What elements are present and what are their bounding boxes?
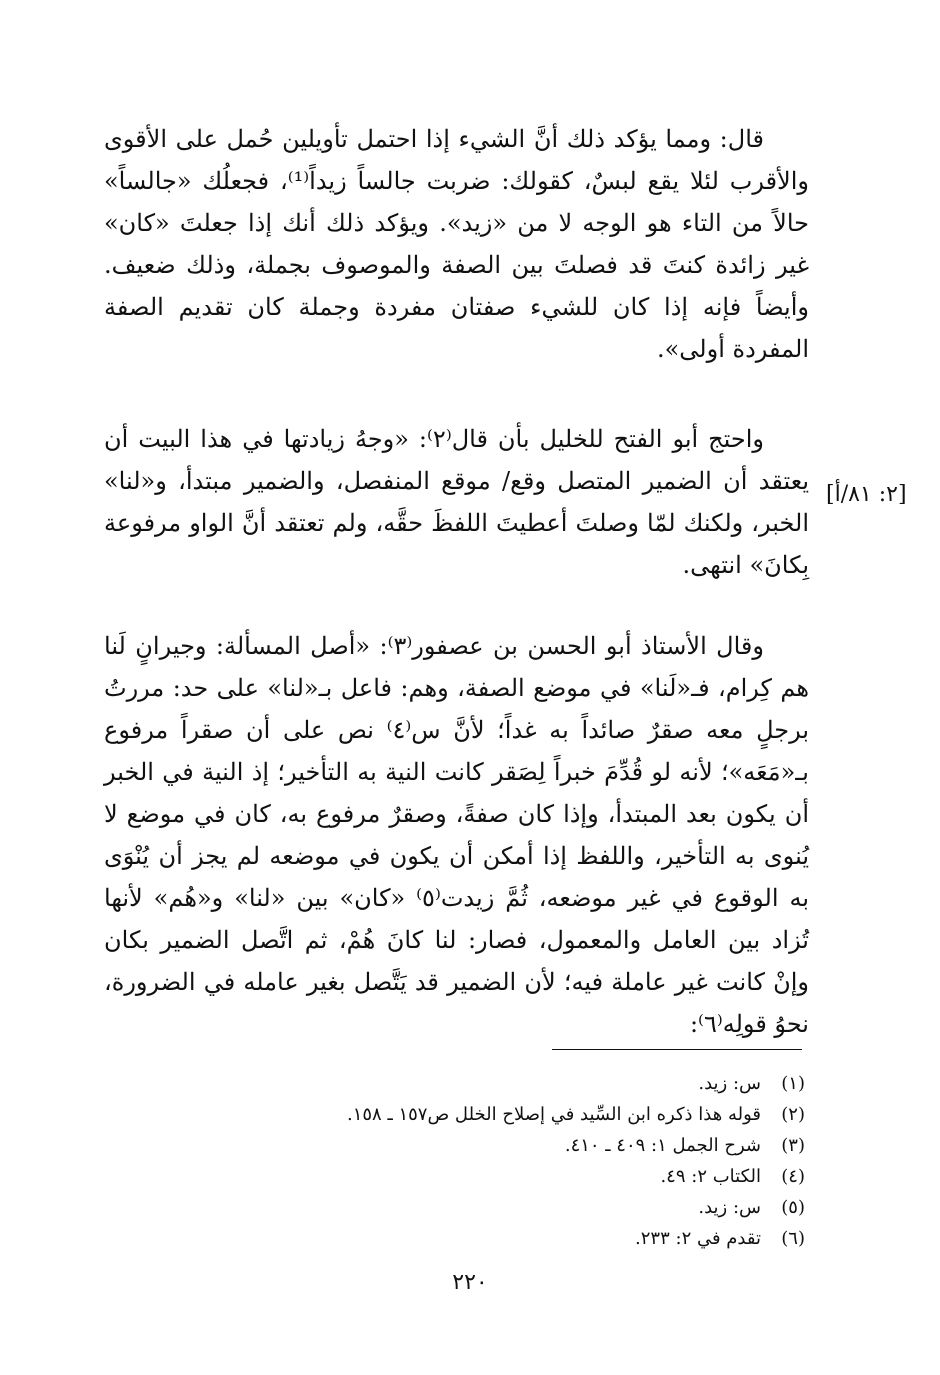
- margin-reference: [٢: ٨١/أ]: [826, 482, 907, 507]
- footnotes-list: [300, 1068, 805, 1254]
- footnote-text: شرح الجمل ١: ٤٠٩ ـ ٤١٠.: [564, 1135, 761, 1156]
- footnote-number: (٥): [781, 1197, 805, 1218]
- footnote-item: [300, 1099, 805, 1130]
- footnote-item: [300, 1161, 805, 1192]
- footnote-item: [300, 1192, 805, 1223]
- footnote-number: (٣): [781, 1135, 805, 1156]
- page-number: ٢٢٠: [452, 1270, 488, 1295]
- footnote-text: س: زيد.: [698, 1197, 761, 1218]
- footnote-item: [300, 1068, 805, 1099]
- footnote-number: (٦): [781, 1228, 805, 1249]
- footnote-text: قوله هذا ذكره ابن السِّيد في إصلاح الخلل ص١٥٧ ـ ١٥٨.: [346, 1104, 761, 1125]
- footnote-text: س: زيد.: [698, 1073, 761, 1094]
- footnote-item: [300, 1223, 805, 1254]
- paragraph-abu-al-fath: واحتج أبو الفتح للخليل بأن قال⁽٢⁾: «وجهُ زيادتها في هذا البيت أن يعتقد أن الضمير المتصل وقع/ موقع المنفصل، والضمير مبتدأ، و«لنا» الخبر، ولكنك لمّا وصلتَ أعطيتَ اللفظَ حقَّه، ولم تعتقد أنَّ الواو مرفوعة بِكانَ» انتهى.: [104, 425, 809, 579]
- footnote-item: [300, 1130, 805, 1161]
- footnote-text: تقدم في ٢: ٢٣٣.: [635, 1228, 761, 1249]
- footnote-divider: [552, 1049, 802, 1050]
- paragraph-quote-continuation: قال: ومما يؤكد ذلك أنَّ الشيء إذا احتمل تأويلين حُمل على الأقوى والأقرب لئلا يقع لبسٌ، كقولك: ضربت جالساً زيداً⁽¹⁾، فجعلُك «جالساً» حالاً من التاء هو الوجه لا من «زيد». ويؤكد ذلك أنك إذا جعلتَ «كان» غير زائدة كنتَ قد فصلتَ بين الصفة والموصوف بجملة، وذلك ضعيف. وأيضاً فإنه إذا كان للشيء صفتان مفردة وجملة كان تقديم الصفة المفردة أولى».: [104, 125, 809, 363]
- footnote-text: الكتاب ٢: ٤٩.: [660, 1166, 761, 1187]
- footnote-number: (٢): [781, 1104, 805, 1125]
- footnote-number: (٤): [781, 1166, 805, 1187]
- footnote-number: (١): [781, 1073, 805, 1094]
- paragraph-ibn-usfur: وقال الأستاذ أبو الحسن بن عصفور⁽٣⁾: «أصل المسألة: وجيرانٍ لَنا هم كِرام، فـ«لَنا» في موضع الصفة، وهم: فاعل بـ«لنا» على حد: مررتُ برجلٍ معه صقرٌ صائداً به غداً؛ لأنَّ س⁽٤⁾ نص على أن صقراً مرفوع بـ«مَعَه»؛ لأنه لو قُدِّمَ خبراً لِصَقر كانت النية به التأخير؛ إذ النية في الخبر أن يكون بعد المبتدأ، وإذا كان صفةً، وصقرٌ مرفوع به، كان في موضع لا يُنوى به التأخير، واللفظ إذا أمكن أن يكون في موضعه لم يجز أن يُنْوَى به الوقوع في غير موضعه، ثُمَّ زيدت⁽٥⁾ «كان» بين «لنا» و«هُم» لأنها تُزاد بين العامل والمعمول، فصار: لنا كانَ هُمْ، ثم اتَّصل الضمير بكان وإنْ كانت غير عاملة فيه؛ لأن الضمير قد يَتَّصل بغير عامله في الضرورة، نحوُ قولِه⁽٦⁾:: [104, 632, 810, 1038]
